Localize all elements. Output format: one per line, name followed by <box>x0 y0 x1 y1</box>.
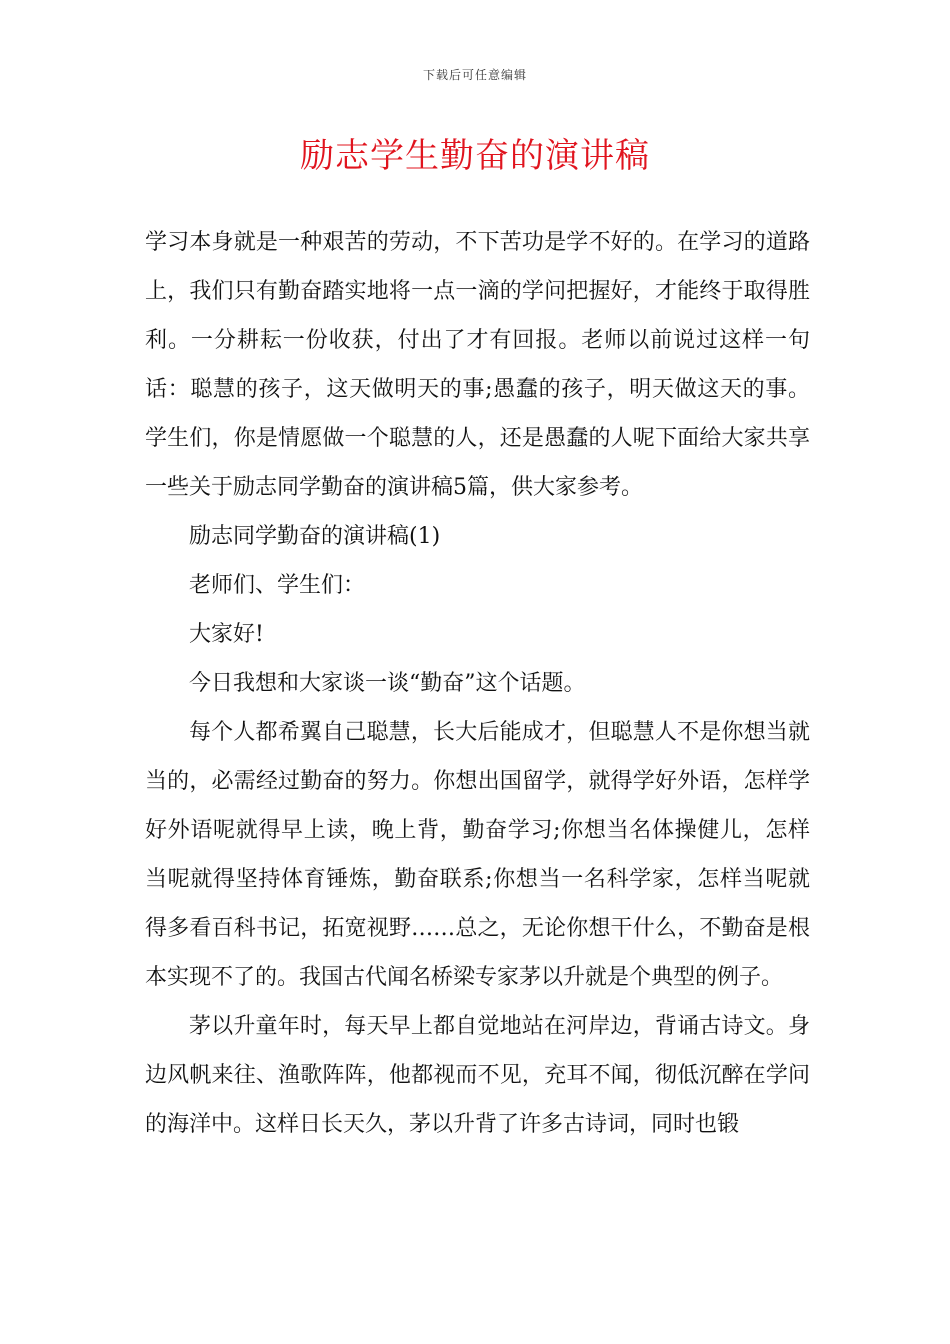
paragraph-intro: 学习本身就是一种艰苦的劳动，不下苦功是学不好的。在学习的道路上，我们只有勤奋踏实地将一点一滴的学问把握好，才能终于取得胜利。一分耕耘一份收获，付出了才有回报。老师以前说过这样一句话：聪慧的孩子，这天做明天的事;愚蠢的孩子，明天做这天的事。学生们，你是情愿做一个聪慧的人，还是愚蠢的人呢下面给大家共享一些关于励志同学勤奋的演讲稿5篇，供大家参考。 <box>145 230 810 500</box>
paragraph-body-2: 茅以升童年时，每天早上都自觉地站在河岸边，背诵古诗文。身边风帆来往、渔歌阵阵，他都视而不见，充耳不闻，彻低沉醉在学问的海洋中。这样日长天久，茅以升背了许多古诗词，同时也锻 <box>145 1014 810 1137</box>
document-body <box>145 218 810 1149</box>
paragraph-topic: 今日我想和大家谈一谈“勤奋”这个话题。 <box>189 671 586 696</box>
document-title: 励志学生勤奋的演讲稿 <box>300 136 650 176</box>
paragraph-greeting: 大家好! <box>189 622 264 647</box>
paragraph-body-1: 每个人都希翼自己聪慧，长大后能成才，但聪慧人不是你想当就当的，必需经过勤奋的努力。你想出国留学，就得学好外语，怎样学好外语呢就得早上读，晚上背，勤奋学习;你想当名体操健儿，怎样当呢就得坚持体育锤炼，勤奋联系;你想当一名科学家，怎样当呢就得多看百科书记，拓宽视野……总之，无论你想干什么，不勤奋是根本实现不了的。我国古代闻名桥梁专家茅以升就是个典型的例子。 <box>145 720 810 990</box>
paragraph-section-heading: 励志同学勤奋的演讲稿(1) <box>189 524 441 549</box>
paragraph-salutation: 老师们、学生们： <box>189 573 366 598</box>
header-note: 下载后可任意编辑 <box>422 68 527 82</box>
